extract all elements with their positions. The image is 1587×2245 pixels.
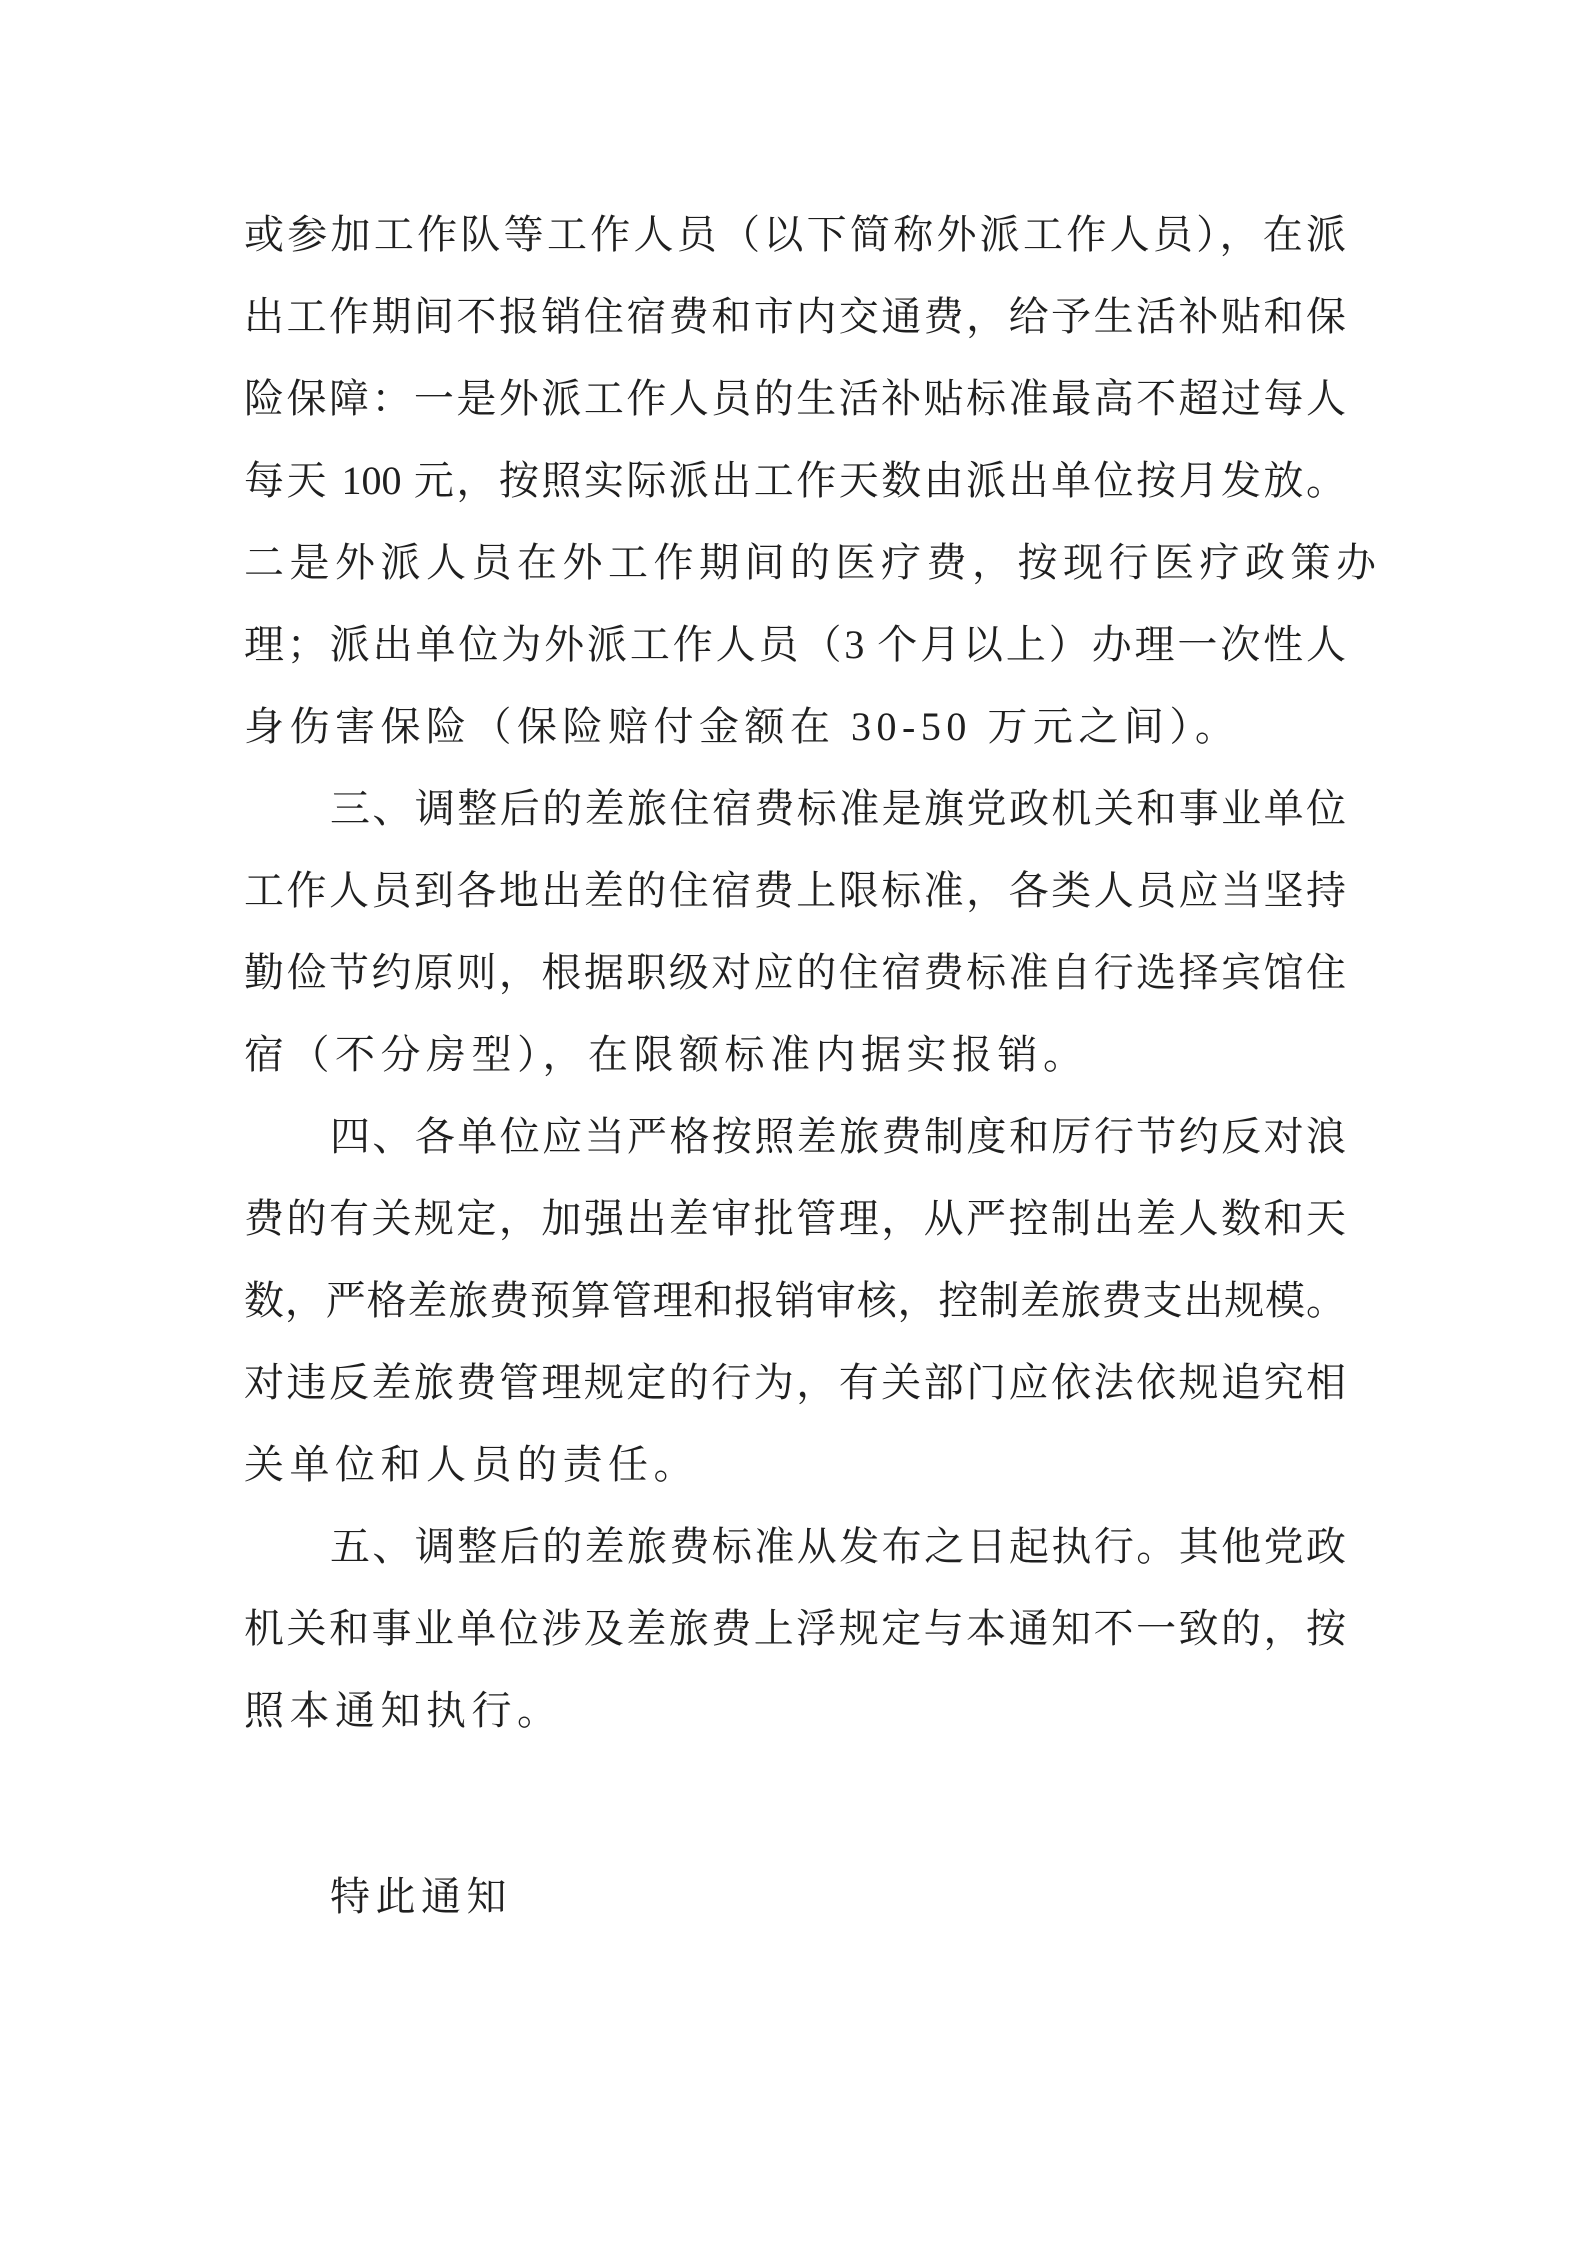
text-line: 机关和事业单位涉及差旅费上浮规定与本通知不一致的，按 [244,1606,1346,1651]
text-line: 关单位和人员的责任。 [244,1442,699,1487]
text-line: 身伤害保险（保险赔付金额在 30-50 万元之间）。 [244,704,1241,749]
text-line: 勤俭节约原则，根据职级对应的住宿费标准自行选择宾馆住 [244,950,1346,995]
text-line: 费的有关规定，加强出差审批管理，从严控制出差人数和天 [244,1196,1346,1241]
text-line: 或参加工作队等工作人员（以下简称外派工作人员），在派 [244,212,1346,257]
text-line: 照本通知执行。 [244,1688,563,1733]
text-line: 险保障：一是外派工作人员的生活补贴标准最高不超过每人 [244,376,1346,421]
text-line: 四、各单位应当严格按照差旅费制度和厉行节约反对浪 [330,1114,1346,1159]
text-line: 宿（不分房型），在限额标准内据实报销。 [244,1032,1089,1077]
text-line: 理；派出单位为外派工作人员（3 个月以上）办理一次性人 [244,622,1346,667]
text-line: 三、调整后的差旅住宿费标准是旗党政机关和事业单位 [330,786,1346,831]
text-line: 工作人员到各地出差的住宿费上限标准，各类人员应当坚持 [244,868,1346,913]
text-line: 出工作期间不报销住宿费和市内交通费，给予生活补贴和保 [244,294,1346,339]
text-line: 数，严格差旅费预算管理和报销审核，控制差旅费支出规模。 [244,1278,1346,1323]
closing-notice: 特此通知 [330,1874,512,1919]
text-line: 二是外派人员在外工作期间的医疗费，按现行医疗政策办 [244,540,1382,585]
text-line: 每天 100 元，按照实际派出工作天数由派出单位按月发放。 [244,458,1346,503]
text-line: 五、调整后的差旅费标准从发布之日起执行。其他党政 [330,1524,1346,1569]
text-line: 对违反差旅费管理规定的行为，有关部门应依法依规追究相 [244,1360,1346,1405]
